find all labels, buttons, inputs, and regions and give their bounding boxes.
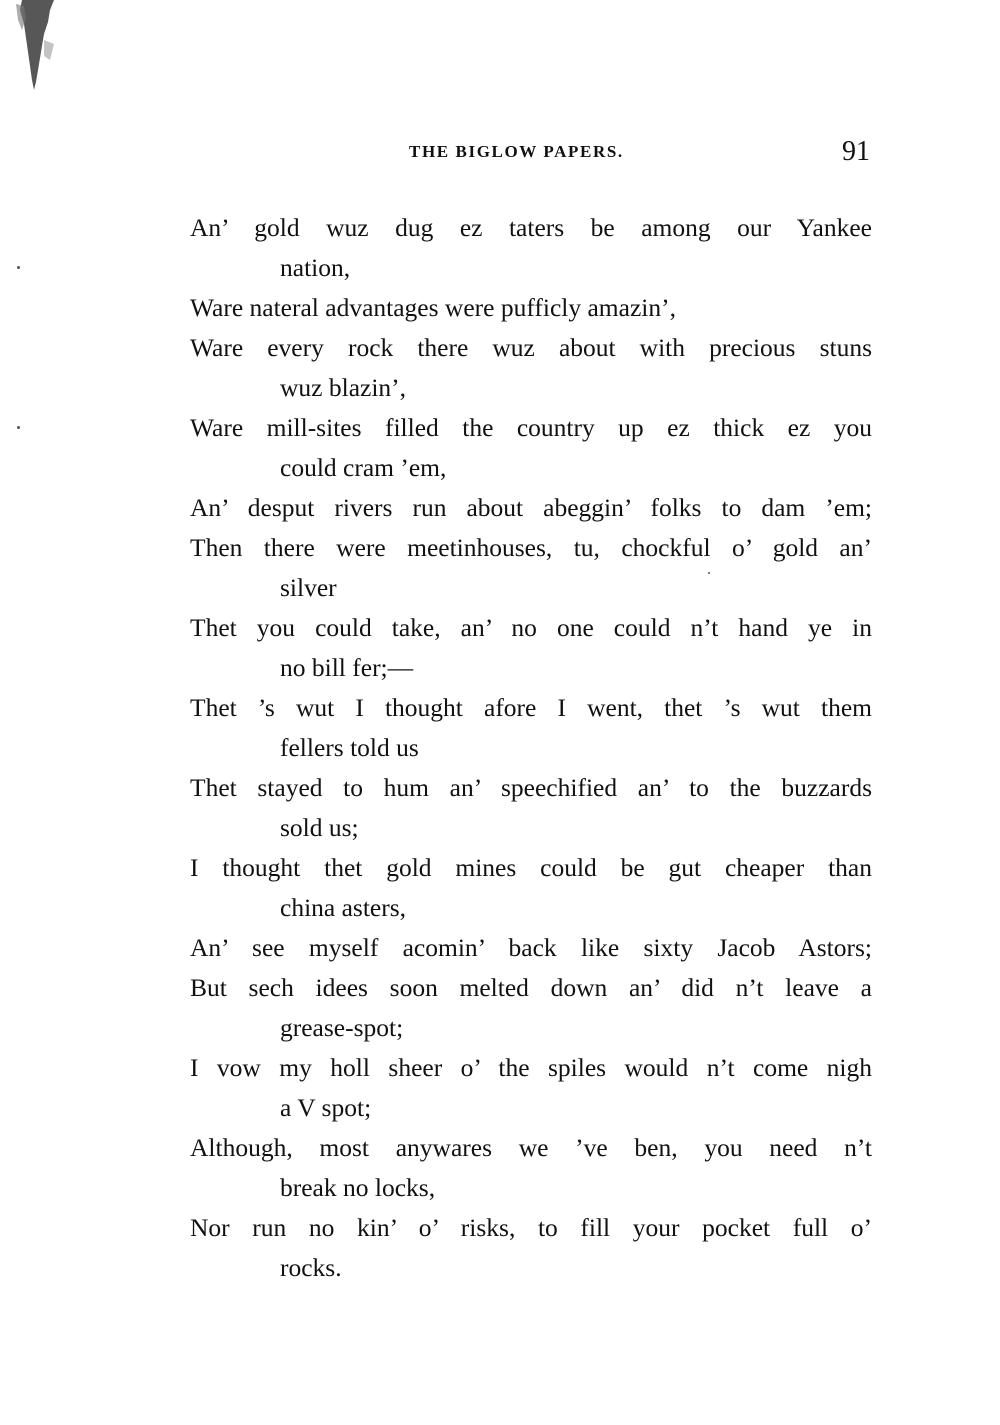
page-number: 91 bbox=[842, 136, 870, 167]
poem-line-text: Ware nateral advantages were pufficly amazin’, bbox=[190, 293, 676, 322]
poem-line bbox=[190, 608, 872, 688]
poem-line-text: Thet stayed to hum an’ speechified an’ to the buzzards bbox=[190, 773, 872, 802]
poem-line bbox=[190, 488, 872, 528]
poem-line bbox=[190, 1208, 872, 1288]
poem-line-text: Thet you could take, an’ no one could n’t hand ye in bbox=[190, 613, 872, 642]
poem-line-text: Ware mill-sites filled the country up ez thick ez you bbox=[190, 413, 872, 442]
poem-line-text: Thet ’s wut I thought afore I went, thet ’s wut them bbox=[190, 693, 872, 722]
poem-line bbox=[190, 288, 872, 328]
poem-line-text: Although, most anywares we ’ve ben, you need n’t bbox=[190, 1133, 872, 1162]
poem-line bbox=[190, 768, 872, 848]
poem-line-continuation: fellers told us bbox=[280, 733, 419, 762]
poem-line bbox=[190, 208, 872, 288]
poem-line bbox=[190, 528, 872, 608]
poem-line bbox=[190, 848, 872, 928]
poem-line-continuation: grease-spot; bbox=[280, 1013, 404, 1042]
poem-line-continuation: sold us; bbox=[280, 813, 359, 842]
poem-line-text: An’ gold wuz dug ez taters be among our Yankee bbox=[190, 213, 872, 242]
margin-speck bbox=[708, 572, 710, 574]
poem-line-text: But sech idees soon melted down an’ did n’t leave a bbox=[190, 973, 872, 1002]
poem-line bbox=[190, 408, 872, 488]
running-head: THE BIGLOW PAPERS. bbox=[409, 142, 624, 161]
poem-line bbox=[190, 1048, 872, 1128]
poem-line-text: Ware every rock there wuz about with precious stuns bbox=[190, 333, 872, 362]
poem-line-continuation: nation, bbox=[280, 253, 351, 282]
poem-line-continuation: no bill fer;— bbox=[280, 653, 414, 682]
poem-line bbox=[190, 1128, 872, 1208]
page-corner-smudge bbox=[14, 0, 58, 92]
poem-line bbox=[190, 928, 872, 968]
poem-line-continuation: silver bbox=[280, 573, 337, 602]
poem-line-text: Then there were meetinhouses, tu, chockful o’ gold an’ bbox=[190, 533, 872, 562]
poem-line-text: An’ see myself acomin’ back like sixty Jacob Astors; bbox=[190, 933, 872, 962]
poem-line-continuation: a V spot; bbox=[280, 1093, 372, 1122]
poem-line-text: Nor run no kin’ o’ risks, to fill your pocket full o’ bbox=[190, 1213, 872, 1242]
poem-line-text: An’ desput rivers run about abeggin’ folks to dam ’em; bbox=[190, 493, 872, 522]
poem-line-text: I vow my holl sheer o’ the spiles would n’t come nigh bbox=[190, 1053, 872, 1082]
poem-line bbox=[190, 688, 872, 768]
poem-line bbox=[190, 968, 872, 1048]
page-header bbox=[0, 136, 1000, 168]
margin-speck bbox=[17, 426, 20, 429]
poem-line-continuation: rocks. bbox=[280, 1253, 342, 1282]
poem-line-continuation: wuz blazin’, bbox=[280, 373, 407, 402]
poem-text bbox=[190, 208, 872, 1288]
poem-line bbox=[190, 328, 872, 408]
poem-line-text: I thought thet gold mines could be gut cheaper than bbox=[190, 853, 872, 882]
margin-speck bbox=[17, 266, 20, 269]
poem-line-continuation: break no locks, bbox=[280, 1173, 436, 1202]
poem-line-continuation: could cram ’em, bbox=[280, 453, 447, 482]
poem-line-continuation: china asters, bbox=[280, 893, 407, 922]
